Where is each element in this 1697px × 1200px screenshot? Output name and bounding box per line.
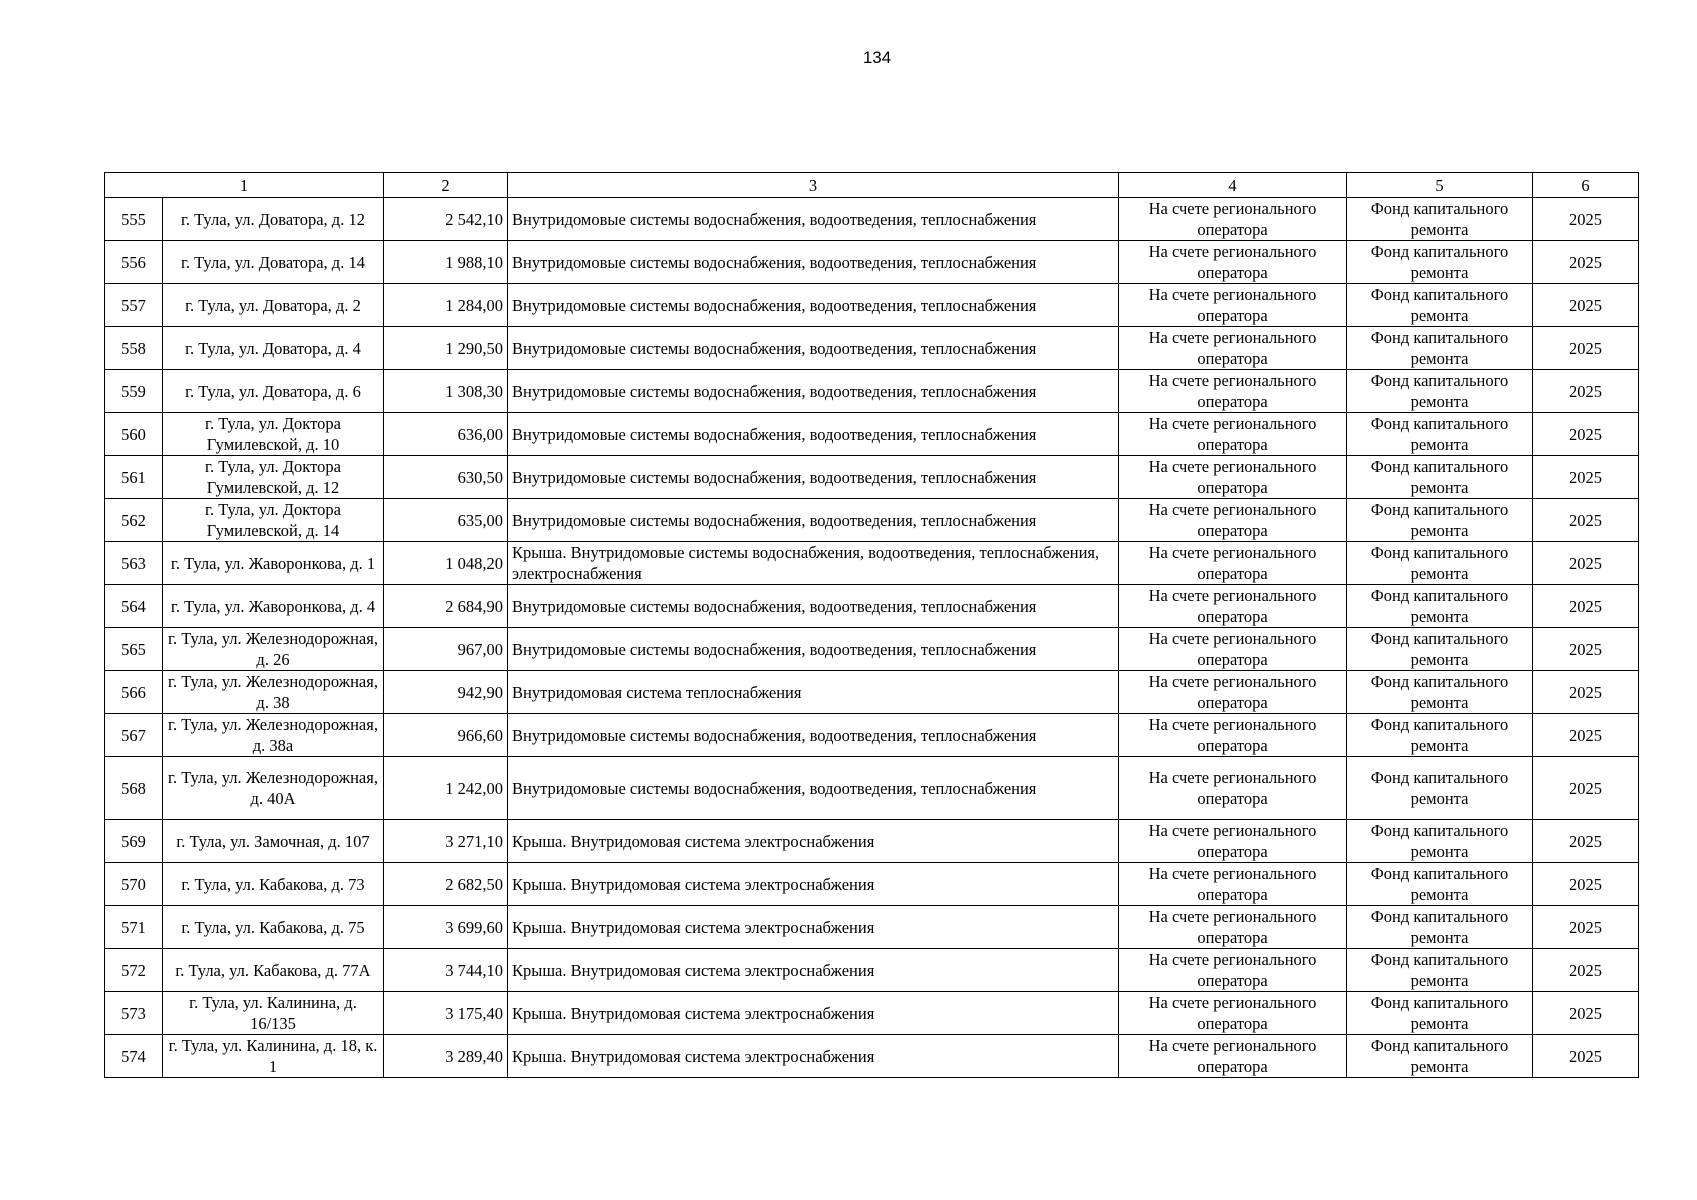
funding-source-cell: Фонд капитального ремонта	[1347, 671, 1533, 714]
account-cell: На счете регионального оператора	[1119, 757, 1347, 820]
funding-source-cell: Фонд капитального ремонта	[1347, 1035, 1533, 1078]
table-body	[105, 173, 1639, 1078]
page-number: 134	[862, 48, 892, 67]
work-type-cell: Крыша. Внутридомовая система электроснабжения	[508, 992, 1119, 1035]
year-cell: 2025	[1533, 949, 1639, 992]
area-cell: 635,00	[384, 499, 508, 542]
address-cell: г. Тула, ул. Кабакова, д. 73	[163, 863, 384, 906]
column-header-3: 3	[508, 173, 1119, 198]
funding-source-cell: Фонд капитального ремонта	[1347, 241, 1533, 284]
work-type-cell: Внутридомовые системы водоснабжения, водоотведения, теплоснабжения	[508, 327, 1119, 370]
row-number: 556	[105, 241, 163, 284]
table-row	[105, 949, 1639, 992]
funding-source-cell: Фонд капитального ремонта	[1347, 370, 1533, 413]
account-cell: На счете регионального оператора	[1119, 370, 1347, 413]
account-cell: На счете регионального оператора	[1119, 628, 1347, 671]
row-number: 574	[105, 1035, 163, 1078]
area-cell: 3 699,60	[384, 906, 508, 949]
row-number: 569	[105, 820, 163, 863]
table-row	[105, 671, 1639, 714]
table-header-row	[105, 173, 1639, 198]
repair-program-table	[104, 172, 1639, 1078]
area-cell: 3 744,10	[384, 949, 508, 992]
account-cell: На счете регионального оператора	[1119, 542, 1347, 585]
address-cell: г. Тула, ул. Калинина, д. 16/135	[163, 992, 384, 1035]
row-number: 557	[105, 284, 163, 327]
address-cell: г. Тула, ул. Железнодорожная, д. 38	[163, 671, 384, 714]
funding-source-cell: Фонд капитального ремонта	[1347, 906, 1533, 949]
area-cell: 3 175,40	[384, 992, 508, 1035]
row-number: 570	[105, 863, 163, 906]
address-cell: г. Тула, ул. Доктора Гумилевской, д. 12	[163, 456, 384, 499]
area-cell: 1 308,30	[384, 370, 508, 413]
funding-source-cell: Фонд капитального ремонта	[1347, 820, 1533, 863]
year-cell: 2025	[1533, 992, 1639, 1035]
work-type-cell: Внутридомовые системы водоснабжения, водоотведения, теплоснабжения	[508, 413, 1119, 456]
account-cell: На счете регионального оператора	[1119, 499, 1347, 542]
funding-source-cell: Фонд капитального ремонта	[1347, 757, 1533, 820]
year-cell: 2025	[1533, 1035, 1639, 1078]
address-cell: г. Тула, ул. Кабакова, д. 75	[163, 906, 384, 949]
table-row	[105, 757, 1639, 820]
address-cell: г. Тула, ул. Кабакова, д. 77А	[163, 949, 384, 992]
account-cell: На счете регионального оператора	[1119, 1035, 1347, 1078]
column-header-1: 1	[105, 173, 384, 198]
account-cell: На счете регионального оператора	[1119, 284, 1347, 327]
address-cell: г. Тула, ул. Железнодорожная, д. 38а	[163, 714, 384, 757]
area-cell: 3 271,10	[384, 820, 508, 863]
area-cell: 967,00	[384, 628, 508, 671]
row-number: 566	[105, 671, 163, 714]
address-cell: г. Тула, ул. Доватора, д. 4	[163, 327, 384, 370]
address-cell: г. Тула, ул. Железнодорожная, д. 40А	[163, 757, 384, 820]
address-cell: г. Тула, ул. Замочная, д. 107	[163, 820, 384, 863]
funding-source-cell: Фонд капитального ремонта	[1347, 628, 1533, 671]
table-row	[105, 499, 1639, 542]
row-number: 565	[105, 628, 163, 671]
area-cell: 1 242,00	[384, 757, 508, 820]
row-number: 563	[105, 542, 163, 585]
work-type-cell: Внутридомовые системы водоснабжения, водоотведения, теплоснабжения	[508, 628, 1119, 671]
address-cell: г. Тула, ул. Калинина, д. 18, к. 1	[163, 1035, 384, 1078]
row-number: 564	[105, 585, 163, 628]
table-row	[105, 992, 1639, 1035]
row-number: 572	[105, 949, 163, 992]
area-cell: 2 682,50	[384, 863, 508, 906]
column-header-2: 2	[384, 173, 508, 198]
year-cell: 2025	[1533, 284, 1639, 327]
year-cell: 2025	[1533, 456, 1639, 499]
year-cell: 2025	[1533, 906, 1639, 949]
area-cell: 1 048,20	[384, 542, 508, 585]
area-cell: 942,90	[384, 671, 508, 714]
funding-source-cell: Фонд капитального ремонта	[1347, 456, 1533, 499]
area-cell: 2 684,90	[384, 585, 508, 628]
work-type-cell: Крыша. Внутридомовая система электроснабжения	[508, 906, 1119, 949]
account-cell: На счете регионального оператора	[1119, 585, 1347, 628]
table-row	[105, 241, 1639, 284]
address-cell: г. Тула, ул. Железнодорожная, д. 26	[163, 628, 384, 671]
table-row	[105, 198, 1639, 241]
area-cell: 966,60	[384, 714, 508, 757]
account-cell: На счете регионального оператора	[1119, 241, 1347, 284]
address-cell: г. Тула, ул. Доватора, д. 14	[163, 241, 384, 284]
work-type-cell: Внутридомовые системы водоснабжения, водоотведения, теплоснабжения	[508, 284, 1119, 327]
year-cell: 2025	[1533, 714, 1639, 757]
work-type-cell: Внутридомовые системы водоснабжения, водоотведения, теплоснабжения	[508, 241, 1119, 284]
area-cell: 1 284,00	[384, 284, 508, 327]
address-cell: г. Тула, ул. Жаворонкова, д. 1	[163, 542, 384, 585]
account-cell: На счете регионального оператора	[1119, 906, 1347, 949]
year-cell: 2025	[1533, 820, 1639, 863]
column-header-5: 5	[1347, 173, 1533, 198]
funding-source-cell: Фонд капитального ремонта	[1347, 499, 1533, 542]
address-cell: г. Тула, ул. Доктора Гумилевской, д. 10	[163, 413, 384, 456]
funding-source-cell: Фонд капитального ремонта	[1347, 585, 1533, 628]
address-cell: г. Тула, ул. Жаворонкова, д. 4	[163, 585, 384, 628]
table-row	[105, 542, 1639, 585]
account-cell: На счете регионального оператора	[1119, 671, 1347, 714]
work-type-cell: Внутридомовые системы водоснабжения, водоотведения, теплоснабжения	[508, 585, 1119, 628]
work-type-cell: Крыша. Внутридомовая система электроснабжения	[508, 820, 1119, 863]
table-row	[105, 628, 1639, 671]
work-type-cell: Внутридомовые системы водоснабжения, водоотведения, теплоснабжения	[508, 714, 1119, 757]
account-cell: На счете регионального оператора	[1119, 413, 1347, 456]
account-cell: На счете регионального оператора	[1119, 714, 1347, 757]
table-row	[105, 714, 1639, 757]
funding-source-cell: Фонд капитального ремонта	[1347, 542, 1533, 585]
year-cell: 2025	[1533, 628, 1639, 671]
funding-source-cell: Фонд капитального ремонта	[1347, 327, 1533, 370]
table-row	[105, 1035, 1639, 1078]
address-cell: г. Тула, ул. Доктора Гумилевской, д. 14	[163, 499, 384, 542]
work-type-cell: Внутридомовые системы водоснабжения, водоотведения, теплоснабжения	[508, 198, 1119, 241]
row-number: 573	[105, 992, 163, 1035]
table-row	[105, 284, 1639, 327]
account-cell: На счете регионального оператора	[1119, 863, 1347, 906]
funding-source-cell: Фонд капитального ремонта	[1347, 714, 1533, 757]
work-type-cell: Крыша. Внутридомовые системы водоснабжения, водоотведения, теплоснабжения, электроснабжения	[508, 542, 1119, 585]
year-cell: 2025	[1533, 757, 1639, 820]
account-cell: На счете регионального оператора	[1119, 992, 1347, 1035]
row-number: 560	[105, 413, 163, 456]
table-row	[105, 327, 1639, 370]
area-cell: 1 988,10	[384, 241, 508, 284]
area-cell: 2 542,10	[384, 198, 508, 241]
area-cell: 636,00	[384, 413, 508, 456]
work-type-cell: Внутридомовая система теплоснабжения	[508, 671, 1119, 714]
area-cell: 630,50	[384, 456, 508, 499]
year-cell: 2025	[1533, 863, 1639, 906]
column-header-4: 4	[1119, 173, 1347, 198]
work-type-cell: Внутридомовые системы водоснабжения, водоотведения, теплоснабжения	[508, 499, 1119, 542]
address-cell: г. Тула, ул. Доватора, д. 12	[163, 198, 384, 241]
year-cell: 2025	[1533, 542, 1639, 585]
table-row	[105, 413, 1639, 456]
row-number: 561	[105, 456, 163, 499]
work-type-cell: Внутридомовые системы водоснабжения, водоотведения, теплоснабжения	[508, 757, 1119, 820]
year-cell: 2025	[1533, 198, 1639, 241]
table-row	[105, 863, 1639, 906]
work-type-cell: Внутридомовые системы водоснабжения, водоотведения, теплоснабжения	[508, 456, 1119, 499]
address-cell: г. Тула, ул. Доватора, д. 6	[163, 370, 384, 413]
year-cell: 2025	[1533, 413, 1639, 456]
funding-source-cell: Фонд капитального ремонта	[1347, 284, 1533, 327]
year-cell: 2025	[1533, 241, 1639, 284]
funding-source-cell: Фонд капитального ремонта	[1347, 992, 1533, 1035]
row-number: 559	[105, 370, 163, 413]
table-row	[105, 906, 1639, 949]
column-header-6: 6	[1533, 173, 1639, 198]
work-type-cell: Крыша. Внутридомовая система электроснабжения	[508, 863, 1119, 906]
row-number: 555	[105, 198, 163, 241]
account-cell: На счете регионального оператора	[1119, 820, 1347, 863]
area-cell: 1 290,50	[384, 327, 508, 370]
funding-source-cell: Фонд капитального ремонта	[1347, 413, 1533, 456]
row-number: 567	[105, 714, 163, 757]
year-cell: 2025	[1533, 585, 1639, 628]
table-row	[105, 370, 1639, 413]
funding-source-cell: Фонд капитального ремонта	[1347, 863, 1533, 906]
account-cell: На счете регионального оператора	[1119, 327, 1347, 370]
table-row	[105, 456, 1639, 499]
account-cell: На счете регионального оператора	[1119, 198, 1347, 241]
table-row	[105, 820, 1639, 863]
work-type-cell: Внутридомовые системы водоснабжения, водоотведения, теплоснабжения	[508, 370, 1119, 413]
funding-source-cell: Фонд капитального ремонта	[1347, 198, 1533, 241]
year-cell: 2025	[1533, 370, 1639, 413]
row-number: 568	[105, 757, 163, 820]
work-type-cell: Крыша. Внутридомовая система электроснабжения	[508, 1035, 1119, 1078]
account-cell: На счете регионального оператора	[1119, 456, 1347, 499]
year-cell: 2025	[1533, 327, 1639, 370]
row-number: 558	[105, 327, 163, 370]
account-cell: На счете регионального оператора	[1119, 949, 1347, 992]
row-number: 571	[105, 906, 163, 949]
funding-source-cell: Фонд капитального ремонта	[1347, 949, 1533, 992]
year-cell: 2025	[1533, 671, 1639, 714]
address-cell: г. Тула, ул. Доватора, д. 2	[163, 284, 384, 327]
area-cell: 3 289,40	[384, 1035, 508, 1078]
work-type-cell: Крыша. Внутридомовая система электроснабжения	[508, 949, 1119, 992]
row-number: 562	[105, 499, 163, 542]
year-cell: 2025	[1533, 499, 1639, 542]
table-row	[105, 585, 1639, 628]
